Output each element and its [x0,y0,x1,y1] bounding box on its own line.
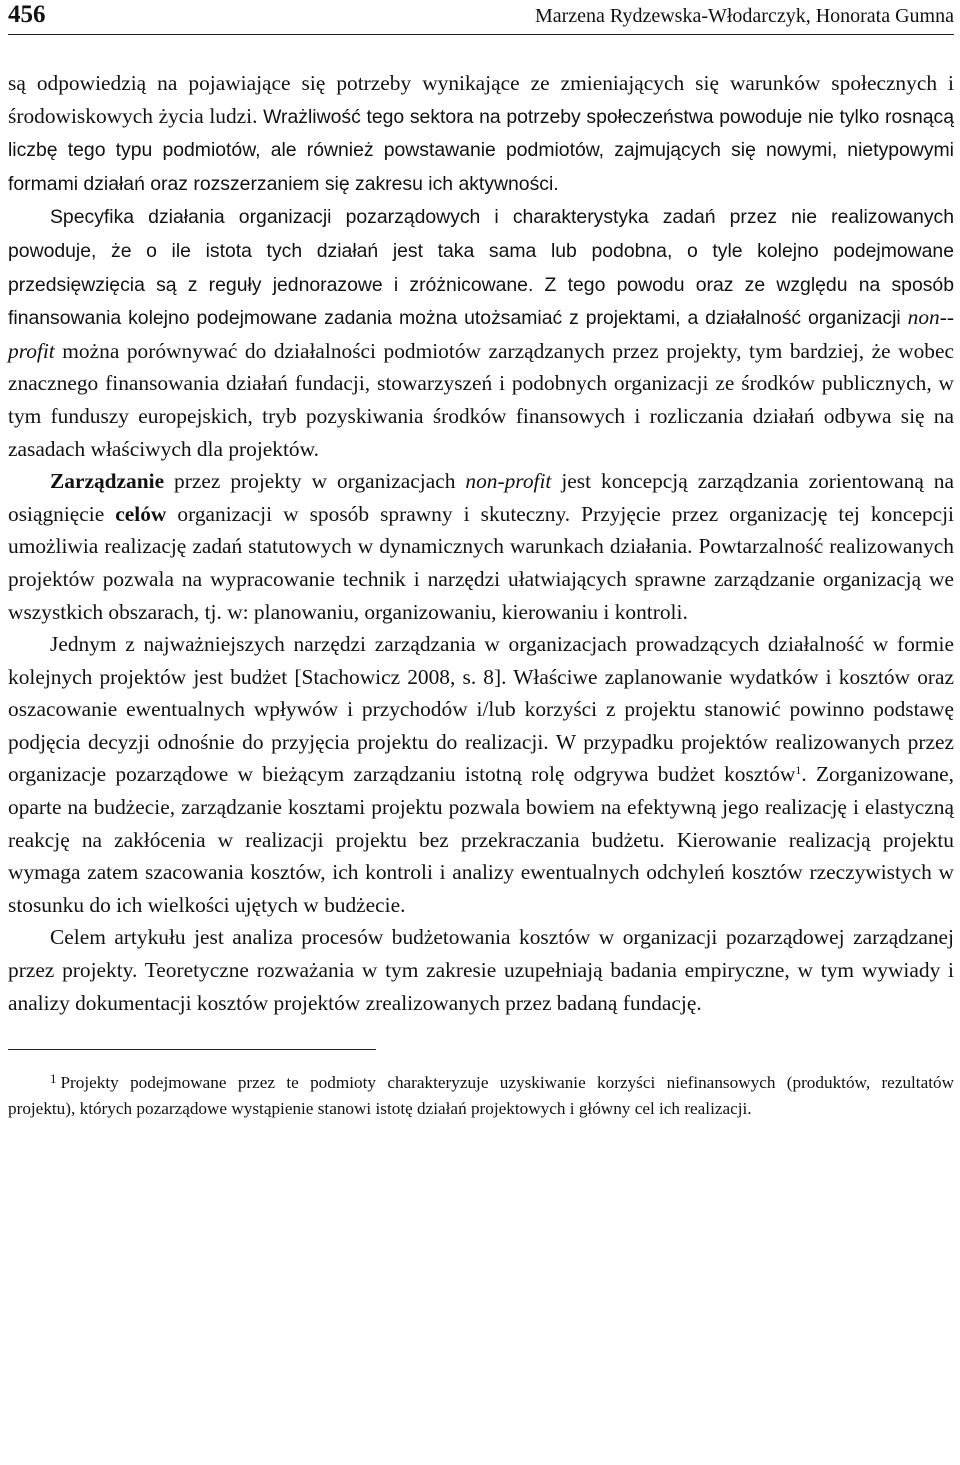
paragraph-2-italic-term: non--profit [8,305,954,363]
paragraph-4-text-a: Jednym z najważniejszych narzędzi zarządzania w organizacjach prowadzących działalność w formie kolejnych projektów jest budżet [Stachowicz 2008, s. 8]. Właściwe zaplanowanie wydatków i kosztów oraz oszacowanie ewentualnych wpływów i przychodów i/lub korzyści z projektu stanowić powinno podstawę podjęcia decyzji odnośnie do przyjęcia projektu do realizacji. W przypadku projektów realizowanych przez organizacje pozarządowe w bieżącym zarządzaniu istotną rolę odgrywa budżet kosztów [8,632,954,787]
paragraph-3 [8,465,954,628]
paragraph-1-text-a: są odpowiedzią na pojawiające się potrzeby wynikające ze zmieniających się warunków społecznych i środowiskowych życia ludzi. [8,71,954,128]
paragraph-1 [8,67,954,200]
paragraph-5-text: Celem artykułu jest analiza procesów budżetowania kosztów w organizacji pozarządowej zarządzanej przez projekty. Teoretyczne rozważania w tym zakresie uzupełniają badania empiryczne, w tym wywiady i analizy dokumentacji kosztów projektów zrealizowanych przez badaną fundację. [8,925,954,1015]
footnote-separator [8,1049,376,1050]
paragraph-1-text-b: Wrażliwość tego sektora na potrzeby społeczeństwa powoduje nie tylko rosnącą liczbę tego typu podmiotów, ale również powstawanie podmiotów, zajmujących się nowymi, nietypowymi formami działań oraz rozszerzaniem się zakresu ich aktywności. [8,105,954,195]
paragraph-3-text-b: jest koncepcją zarządzania zorientowaną na osiągnięcie [8,469,954,526]
running-header [8,0,954,35]
running-head-authors: Marzena Rydzewska-Włodarczyk, Honorata Gumna [534,5,954,27]
paragraph-4 [8,628,954,921]
paragraph-3-italic-term: non-profit [465,469,552,494]
paragraph-3-bold-term: Zarządzanie [50,469,165,494]
paragraph-2-text-b: można porównywać do działalności podmiotów zarządzanych przez projekty, tym bardziej, że wobec znacznego finansowania działań fundacji, stowarzyszeń i podobnych organizacji ze środków publicznych, w tym funduszy europejskich, tryb pozyskiwania środków finansowych i rozliczania działań odbywa się na zasadach właściwych dla projektów. [8,338,954,461]
page-number: 456 [8,1,46,28]
body-text [8,67,954,1019]
page [8,0,954,1121]
paragraph-3-text-c: organizacji w sposób sprawny i skuteczny. Przyjęcie przez organizację tej koncepcji umożliwia realizację zadań statutowych w dynamicznych warunkach działania. Powtarzalność realizowanych projektów pozwala na wypracowanie technik i narzędzi ułatwiających sprawne zarządzanie organizacją we wszystkich obszarach, tj. w: planowaniu, organizowaniu, kierowaniu i kontroli. [8,501,954,624]
footnote-text: Projekty podejmowane przez te podmioty charakteryzuje uzyskiwanie korzyści niefinansowych (produktów, rezultatów projektu), których pozarządowe wystąpienie stanowi istotę działań projektowych i główny cel ich realizacji. [8,1073,954,1118]
paragraph-4-text-b: . Zorganizowane, oparte na budżecie, zarządzanie kosztami projektu pozwala bowiem na efektywną jego realizację i elastyczną reakcję na zakłócenia w realizacji projektu bez przekraczania budżetu. Kierowanie realizacją projektu wymaga zatem szacowania kosztów, ich kontroli i analizy ewentualnych odchyleń kosztów rzeczywistych w stosunku do ich wielkości ujętych w budżecie. [8,762,954,917]
paragraph-2 [8,200,954,465]
paragraph-3-text-a: przez projekty w organizacjach [164,469,466,494]
footnote-reference[interactable]: 1 [795,763,802,778]
footnote: 1 Projekty podejmowane przez te podmioty charakteryzuje uzyskiwanie korzyści niefinansowych (produktów, rezultatów projektu), których pozarządowe wystąpienie stanowi istotę działań projektowych i główny cel ich realizacji. [8,1071,954,1118]
paragraph-3-bold-term-2: celów [115,501,167,526]
paragraph-5 [8,921,954,1019]
paragraph-2-text-a: Specyfika działania organizacji pozarządowych i charakterystyka zadań przez nie realizowanych powoduje, że o ile istota tych działań jest taka sama lub podobna, o tyle kolejno podejmowane przedsięwzięcia są z reguły jednorazowe i zróżnicowane. Z tego powodu oraz ze względu na sposób finansowania kolejno podejmowane zadania można utożsamiać z projektami, a działalność organizacji [8,206,954,330]
